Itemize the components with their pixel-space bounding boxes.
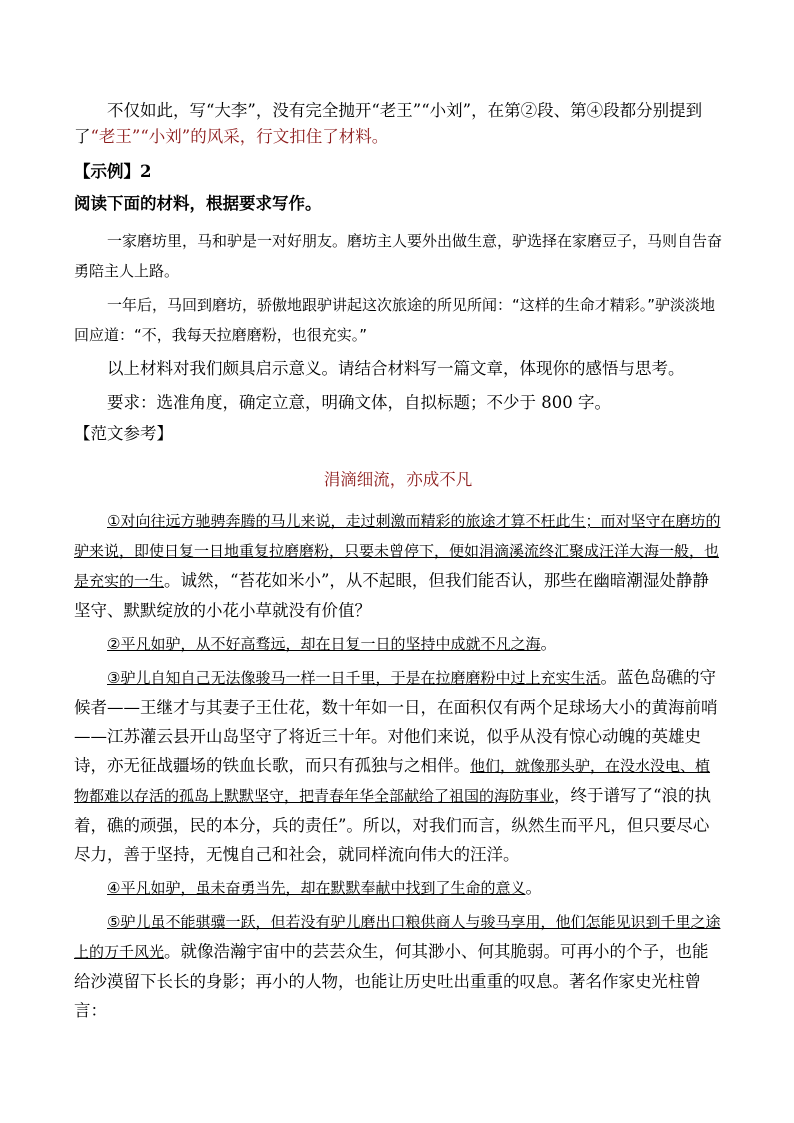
material-paragraph-4: 要求：选准角度，确定立意，明确文体，自拟标题；不少于 800 字。 bbox=[107, 393, 611, 412]
essay-paragraph-3 bbox=[74, 663, 722, 869]
essay-p3-text-2: ，终于谱写了“浪的执着，礁的顽强，民的本分，兵的责任”。所以，对我们而言，纵然生而平凡，但只要尽心尽力，善于坚持，无愧自己和社会，就同样流向伟大的汪洋。 bbox=[74, 786, 711, 864]
essay-paragraph-1 bbox=[74, 506, 722, 625]
material-paragraph-3: 以上材料对我们颇具启示意义。请结合材料写一篇文章，体现你的感悟与思考。 bbox=[107, 359, 685, 378]
essay-p2-text: 。 bbox=[540, 634, 557, 653]
material-paragraph-2: 一年后，马回到磨坊，骄傲地跟驴讲起这次旅途的所见所闻：“这样的生命才精彩。”驴淡淡地回应道：“不，我每天拉磨磨粉，也很充实。” bbox=[74, 296, 716, 344]
intro-paragraph bbox=[74, 98, 722, 150]
essay-p1-text: 。诚然，“苔花如米小”，从不起眼，但我们能否认，那些在幽暗潮湿处静静坚守、默默绽放的小花小草就没有价值？ bbox=[74, 571, 709, 620]
essay-p2-underlined: ②平凡如驴，从不好高骛远，却在日复一日的坚持中成就不凡之海 bbox=[107, 635, 541, 653]
example-label: 【示例】2 bbox=[74, 162, 152, 181]
essay-p3-underlined-2: 他们，就像那头驴，在没水没电、植物都难以存活的孤岛上默默坚守，把青春年华全部献给了祖国的海防事业 bbox=[74, 757, 711, 805]
essay-p4-underlined: ④平凡如驴，虽未奋勇当先，却在默默奉献中找到了生命的意义 bbox=[107, 879, 526, 897]
essay-p1-underlined: ①对向往远方驰骋奔腾的马儿来说，走过刺激而精彩的旅途才算不枉此生；而对坚守在磨坊的驴来说，即使日复一日地重复拉磨磨粉，只要未曾停下，便如涓滴溪流终汇聚成汪洋大海一般，也是充实的一生 bbox=[74, 512, 721, 590]
task-heading: 阅读下面的材料，根据要求写作。 bbox=[74, 194, 322, 213]
essay-paragraph-5 bbox=[74, 907, 722, 1025]
essay-p3-underlined-1: ③驴儿自知自己无法像骏马一样一日千里，于是在拉磨磨粉中过上充实生活 bbox=[107, 669, 601, 687]
essay-p4-text: 。 bbox=[525, 878, 542, 897]
intro-text: 不仅如此，写“大李”，没有完全抛开“老王”“小刘”，在第②段、第④段都分别提到了 bbox=[74, 101, 703, 146]
essay-p3-text-1: 。蓝色岛礁的守候者——王继才与其妻子王仕花，数十年如一日，在面积仅有两个足球场大小的黄海前哨——江苏灌云县开山岛坚守了将近三十年。对他们来说，似乎从没有惊心动魄的英雄史诗，亦无征战疆场的铁血长歌，而只有孤独与之相伴。 bbox=[74, 668, 718, 775]
reference-label: 【范文参考】 bbox=[74, 424, 173, 443]
essay-paragraph-4 bbox=[74, 873, 722, 903]
document-page bbox=[74, 96, 722, 1025]
essay-p5-text: 。就像浩瀚宇宙中的芸芸众生，何其渺小、何其脆弱。可再小的个子，也能给沙漠留下长长的身影；再小的人物，也能让历史吐出重重的叹息。著名作家史光柱曾言： bbox=[74, 942, 709, 1020]
essay-p5-underlined: ⑤驴儿虽不能骐骥一跃，但若没有驴儿磨出口粮供商人与骏马享用，他们怎能见识到千里之途上的万千风光 bbox=[74, 913, 721, 961]
essay-paragraph-2 bbox=[74, 629, 722, 659]
material-paragraph-1: 一家磨坊里，马和驴是一对好朋友。磨坊主人要外出做生意，驴选择在家磨豆子，马则自告奋勇陪主人上路。 bbox=[74, 232, 723, 280]
essay-title: 涓滴细流，亦成不凡 bbox=[323, 470, 473, 489]
intro-red-text: “老王”“小刘”的风采，行文扣住了材料。 bbox=[90, 127, 389, 146]
